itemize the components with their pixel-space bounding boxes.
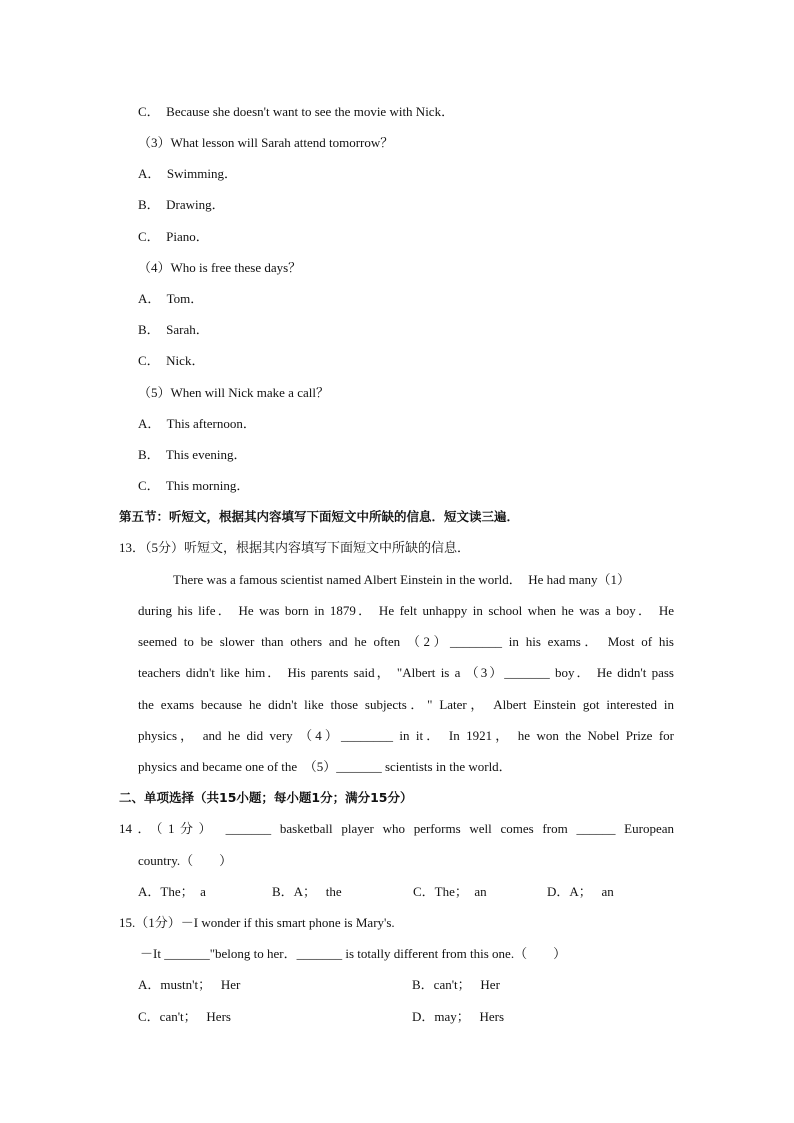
q3-option-c: C． Piano． <box>138 229 209 244</box>
q4-option-a: A． Tom． <box>138 291 204 306</box>
passage-line: There was a famous scientist named Albert Einstein in the world． He had many（1） <box>173 572 631 587</box>
section5-heading: 第五节：听短文，根据其内容填写下面短文中所缺的信息．短文读三遍． <box>119 509 520 524</box>
q14-option-a: A．The； a <box>138 884 206 899</box>
q3-option-a: A． Swimming． <box>138 166 237 181</box>
q14-option-c: C．The； an <box>413 884 487 899</box>
q5-stem: （5）When will Nick make a call？ <box>138 385 329 400</box>
q4-stem: （4）Who is free these days？ <box>138 260 302 275</box>
q15-option-a: A．mustn't； Her <box>138 977 241 992</box>
q3-stem: （3）What lesson will Sarah attend tomorrow？ <box>138 135 394 150</box>
q5-option-a: A． This afternoon． <box>138 416 256 431</box>
q15-stem-cont: －It _______"belong to her．_______ is totally different from this one.（ ） <box>140 946 567 961</box>
q13-stem: 13．（5分）听短文，根据其内容填写下面短文中所缺的信息． <box>119 540 471 555</box>
q14-stem: 14．（1分） _______ basketball player who performs well comes from ______ European <box>119 821 674 836</box>
passage-line: teachers didn't like him． His parents said， "Albert is a （3）_______ boy． He didn't pass <box>138 665 674 680</box>
q5-option-b: B． This evening． <box>138 447 247 462</box>
part2-heading: 二、单项选择（共15小题；每小题1分；满分15分） <box>119 790 413 805</box>
q14-option-d: D．A； an <box>547 884 614 899</box>
q15-option-c: C．can't； Hers <box>138 1009 231 1024</box>
passage-line: physics， and he did very （4）________ in it． In 1921， he won the Nobel Prize for <box>138 728 674 743</box>
q15-stem: 15.（1分）－I wonder if this smart phone is Mary's. <box>119 915 395 930</box>
passage-line: seemed to be slower than others and he often （2）________ in his exams． Most of his <box>138 634 674 649</box>
q15-option-b: B．can't； Her <box>412 977 500 992</box>
passage-line: the exams because he didn't like those subjects．" Later， Albert Einstein got interested in <box>138 697 674 712</box>
q2-option-c: C． Because she doesn't want to see the movie with Nick． <box>138 104 455 119</box>
q4-option-c: C． Nick． <box>138 353 205 368</box>
q5-option-c: C． This morning． <box>138 478 250 493</box>
passage-line: physics and became one of the （5）_______ scientists in the world． <box>138 759 512 774</box>
q14-stem-cont: country.（ ） <box>138 853 233 868</box>
q14-option-b: B．A； the <box>272 884 342 899</box>
q4-option-b: B． Sarah． <box>138 322 209 337</box>
passage-line: during his life． He was born in 1879． He felt unhappy in school when he was a boy． He <box>138 603 674 618</box>
q15-option-d: D．may； Hers <box>412 1009 505 1024</box>
q3-option-b: B． Drawing． <box>138 197 225 212</box>
